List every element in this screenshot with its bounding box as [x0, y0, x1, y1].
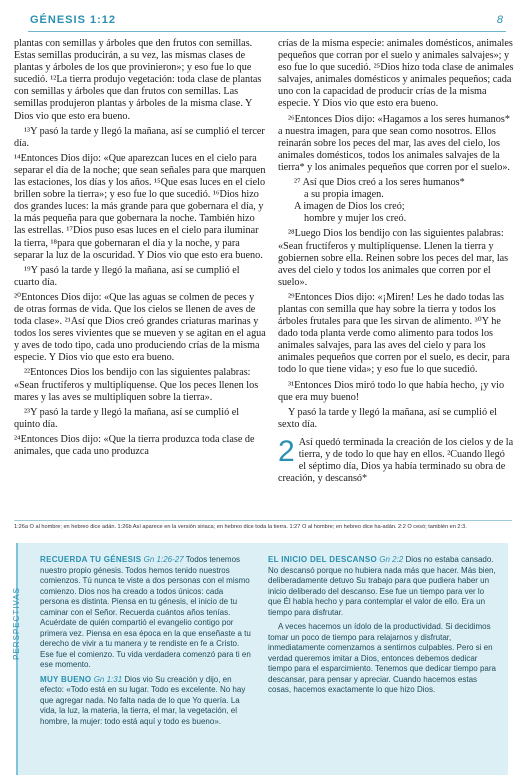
panel-column-b: [268, 555, 498, 700]
paragraph: ¹⁹Y pasó la tarde y llegó la mañana, así se cumplió el cuarto día.: [14, 264, 240, 288]
right-column: [278, 38, 514, 488]
paragraph: ²⁴Entonces Dios dijo: «Que la tierra produzca toda clase de animales, que cada uno produzca: [14, 433, 255, 457]
entry-ref: Gn 1:31: [93, 674, 123, 684]
book-reference: GÉNESIS 1:12: [30, 14, 116, 26]
chapter-2-text: Así quedó terminada la creación de los cielos y de la tierra, y de todo lo que hay en ellos. ²Cuando llegó el séptimo día, Dios ya había terminado su obra de creación, y descansó*: [278, 436, 514, 485]
panel-entry: [268, 622, 498, 696]
poem-line: hombre y mujer los creó.: [304, 213, 407, 225]
left-column: [14, 38, 266, 461]
entry-title: MUY BUENO: [40, 674, 92, 684]
paragraph: ²⁹Entonces Dios dijo: «¡Miren! Les he dado todas las plantas con semilla que hay sobre la tierra y todos los árboles frutales para que les sirvan de alimento. ³⁰Y he dado toda planta verde como alimento para todos los animales salvajes, para las aves del cielo y para los animales pequeños que corren por el suelo, es decir, para todo lo que tiene vida»; y eso fue lo que sucedió.: [278, 291, 510, 376]
paragraph: ²³Y pasó la tarde y llegó la mañana, así se cumplió el quinto día.: [14, 406, 240, 430]
paragraph: crías de la misma especie: animales domésticos, animales pequeños que corran por el suelo y animales salvajes»; y eso fue lo que sucedió. ²⁵Dios hizo toda clase de animales salvajes, animales domésticos y animales pequeños; cada uno con la capacidad de producir crías de la misma especie. Y Dios vio que esto era bueno.: [278, 38, 514, 110]
entry-text: Dios no estaba cansado. No descansó porque no hubiera nada más que hacer. Más bien, deliberadamente detuvo Su trabajo para que pudiera haber un inicio deliberado del descanso. Ese fue un tiempo para ver lo que Él había hecho y para contemplar el valor de ello. Era un tiempo para disfrutar.: [268, 555, 496, 617]
panel-entry: [40, 555, 254, 671]
paragraph: plantas con semillas y árboles que den frutos con semillas. Estas semillas producirán, a su vez, las mismas clases de plantas y árboles de los que provinieron»; y eso fue lo que sucedió. ¹²La tierra produjo vegetación: toda clase de plantas con semillas y árboles que dan frutos con semillas. Las semillas produjeron plantas y árboles de la misma clase. Y Dios vio que esto era bueno.: [14, 38, 262, 122]
entry-text: Todos tenemos nuestro propio génesis. Todos hemos tenido nuestros comienzos. Tú nunca te viste a dos personas con el mismo comienzo. Dios nos ha creado a todos únicos: cada persona es distinta. Piensa en tu génesis, el inicio de tu caminar con el Señor. Recuerda cuántos años tenías. Acuérdate de quién compartió el evangelio contigo por primera vez. Piensa en esa época en la que enseñaste a tu derecho de vivir a tu manera y te rendiste en fe a Cristo. Ese fue el comienzo. Tu vida verdadera comenzó para ti en ese momento.: [40, 555, 251, 669]
page-header: [30, 14, 504, 30]
entry-title: RECUERDA TU GÉNESIS: [40, 555, 142, 564]
paragraph: ³¹Entonces Dios miró todo lo que había hecho, ¡y vio que era muy bueno!: [278, 379, 505, 403]
paragraph: ²²Entonces Dios los bendijo con las siguientes palabras: «Sean fructíferos y multiplíquense. Que los peces llenen los mares y las aves se multipliquen sobre la tierra».: [14, 367, 259, 403]
chapter-number: 2: [278, 434, 295, 468]
poem-line: ²⁷ Así que Dios creó a los seres humanos*: [294, 177, 465, 189]
page-number: 8: [496, 14, 504, 26]
poem-line: a su propia imagen.: [304, 189, 384, 201]
header-rule: [28, 31, 506, 32]
entry-text: Dios vio Su creación y dijo, en efecto: «Todo está en su lugar. Todo es excelente. No hay que agregar nada. No falta nada de lo que Yo quería. La vida, la luz, la materia, la tierra, el mar, la vegetación, el hombre, la mujer: todo está aquí y todo es bueno».: [40, 674, 246, 726]
paragraph: ¹⁴Entonces Dios dijo: «Que aparezcan luces en el cielo para separar el día de la noche; que sean señales para que marquen las estaciones, los días y los años. ¹⁵Que esas luces en el cielo brillen sobre la tierra»; y eso fue lo que sucedió. ¹⁶Dios hizo dos grandes luces: la más grande para que gobernara el día, y la más pequeña para que gobernara la noche. También hizo las estrellas. ¹⁷Dios puso esas luces en el cielo para iluminar la tierra, ¹⁸para que gobernaran el día y la noche, y para separar la luz de la oscuridad. Y Dios vio que esto era bueno.: [14, 152, 266, 261]
panel-entry: [268, 555, 498, 618]
entry-ref: Gn 1:26-27: [143, 555, 184, 564]
chapter-2-opening: [278, 434, 514, 485]
paragraph: ²⁰Entonces Dios dijo: «Que las aguas se colmen de peces y de otras formas de vida. Que los cielos se llenen de aves de toda clase». ²¹Así que Dios creó grandes criaturas marinas y todos los seres vivientes que se mueven y se agitan en el agua y aves de todo tipo, cada uno produciendo crías de la misma especie. Y Dios vio que esto era bueno.: [14, 291, 266, 364]
panel-entry: [40, 675, 254, 728]
paragraph: Y pasó la tarde y llegó la mañana, así se cumplió el sexto día.: [278, 406, 497, 430]
perspectives-panel: [11, 543, 508, 775]
paragraph: ¹³Y pasó la tarde y llegó la mañana, así se cumplió el tercer día.: [14, 125, 265, 149]
panel-column-a: [40, 555, 254, 731]
paragraph: ²⁸Luego Dios los bendijo con las siguientes palabras: «Sean fructíferos y multiplíquense. Llenen la tierra y gobiernen sobre ella. Reinen sobre los peces del mar, las aves del cielo y todos los animales que corren por el suelo».: [278, 228, 509, 288]
poem-verse: [278, 177, 514, 225]
side-label: PERSPECTIVAS: [11, 587, 21, 660]
footnotes: 1:26a O al hombre; en hebreo dice adán. 1:26b Así aparece en la versión siriaca; en hebreo dice toda la tierra. 1:27 O al hombre; en hebreo dice ha-adán. 2:2 O cesó; también en 2:3.: [14, 520, 512, 531]
entry-title: EL INICIO DEL DESCANSO: [268, 555, 377, 564]
paragraph: ²⁶Entonces Dios dijo: «Hagamos a los seres humanos* a nuestra imagen, para que sean como nosotros. Ellos reinarán sobre los peces del mar, las aves del cielo, los animales domésticos, todos los animales salvajes de la tierra* y los animales pequeños que corren por el suelo».: [278, 113, 510, 173]
poem-line: A imagen de Dios los creó;: [294, 201, 405, 213]
entry-text: A veces hacemos un ídolo de la productividad. Si decidimos tomar un poco de tiempo para relajarnos y disfrutar, inmediatamente comenzamos a sentirnos culpables. Pero si en verdad queremos imitar a Dios, entonces debemos dedicar tiempo para el esparcimiento. Tenemos que dedicar tiempo para descansar, para pensar y apreciar. Cuando hacemos estas cosas, hacemos exactamente lo que hizo Dios.: [268, 622, 496, 694]
entry-ref: Gn 2:2: [379, 555, 404, 564]
